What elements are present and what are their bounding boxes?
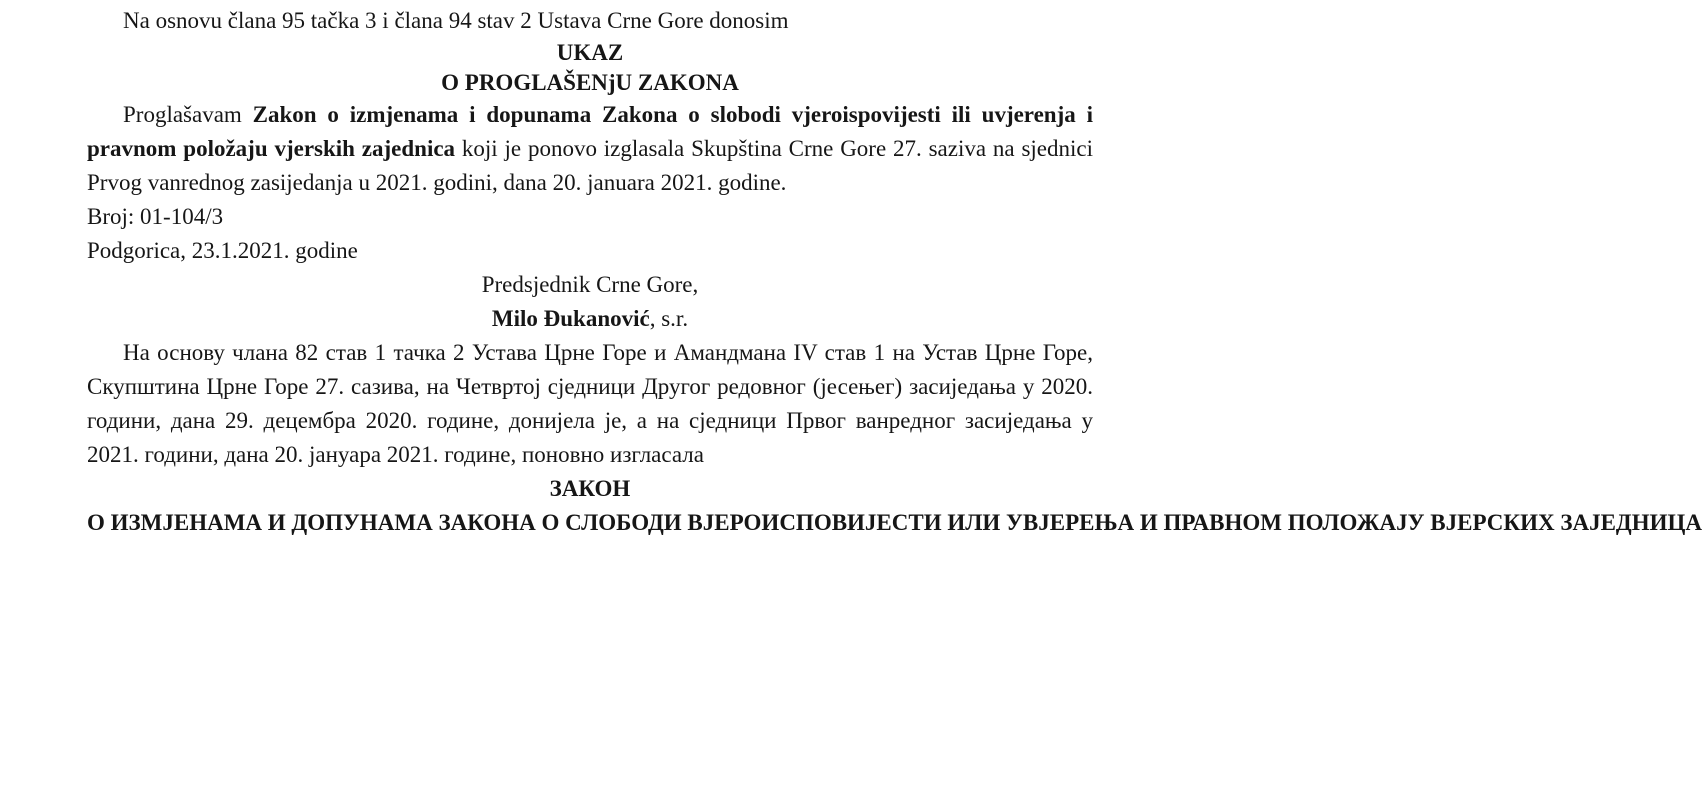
signature-title: Predsjednik Crne Gore, xyxy=(481,272,699,297)
signature-block xyxy=(87,268,1093,336)
decree-title xyxy=(87,38,1093,98)
signature-name: Milo Đukanović xyxy=(491,306,650,331)
number-block xyxy=(87,200,1093,268)
intro-line: Na osnovu člana 95 tačka 3 i člana 94 stav 2 Ustava Crne Gore donosim xyxy=(123,8,789,33)
proclamation-paragraph xyxy=(87,98,1093,200)
law-subtitle-cutoff-line: О ИЗМЈЕНАМА И ДОПУНАМА ЗАКОНА О СЛОБОДИ ВЈЕРОИСПОВИЈЕСТИ ИЛИ УВЈЕРЕЊА И ПРАВНОМ ПОЛОЖАЈУ ВЈЕРСКИХ ЗАЈЕДНИЦА xyxy=(87,510,1702,535)
signature-name-line xyxy=(87,302,1093,336)
place-date-line: Podgorica, 23.1.2021. godine xyxy=(87,238,358,263)
signature-suffix: , s.r. xyxy=(649,306,689,331)
decree-title-line2: O PROGLAŠENjU ZAKONA xyxy=(441,70,739,95)
law-preamble: На основу члана 82 став 1 тачка 2 Устава Црне Горе и Амандмана IV став 1 на Устав Црне Горе, Скупштина Црне Горе 27. сазива, на Четвртој сједници Другог редовног (јесењег) засиједања у 2020. години, дана 29. децембра 2020. године, донијела је, а на сједници Првог ванредног засиједања у 2021. години, дана 20. јануара 2021. године, поновно изгласала xyxy=(87,340,1093,467)
number-line: Broj: 01-104/3 xyxy=(87,204,224,229)
proclamation-suffix: koji je ponovo izglasala Skupština Crne Gore 27. saziva na sjednici Prvog vanrednog zasijedanja u 2021. godini, dana 20. januara 2021. godine. xyxy=(87,136,1093,195)
proclamation-prefix: Proglašavam xyxy=(123,102,253,127)
decree-title-line1: UKAZ xyxy=(556,40,624,65)
proclamation-law-name: Zakon o izmjenama i dopunama Zakona o slobodi vjeroispovijesti ili uvjerenja i pravnom položaju vjerskih zajednica xyxy=(87,102,1093,161)
law-title: ЗАКОН xyxy=(549,476,631,501)
